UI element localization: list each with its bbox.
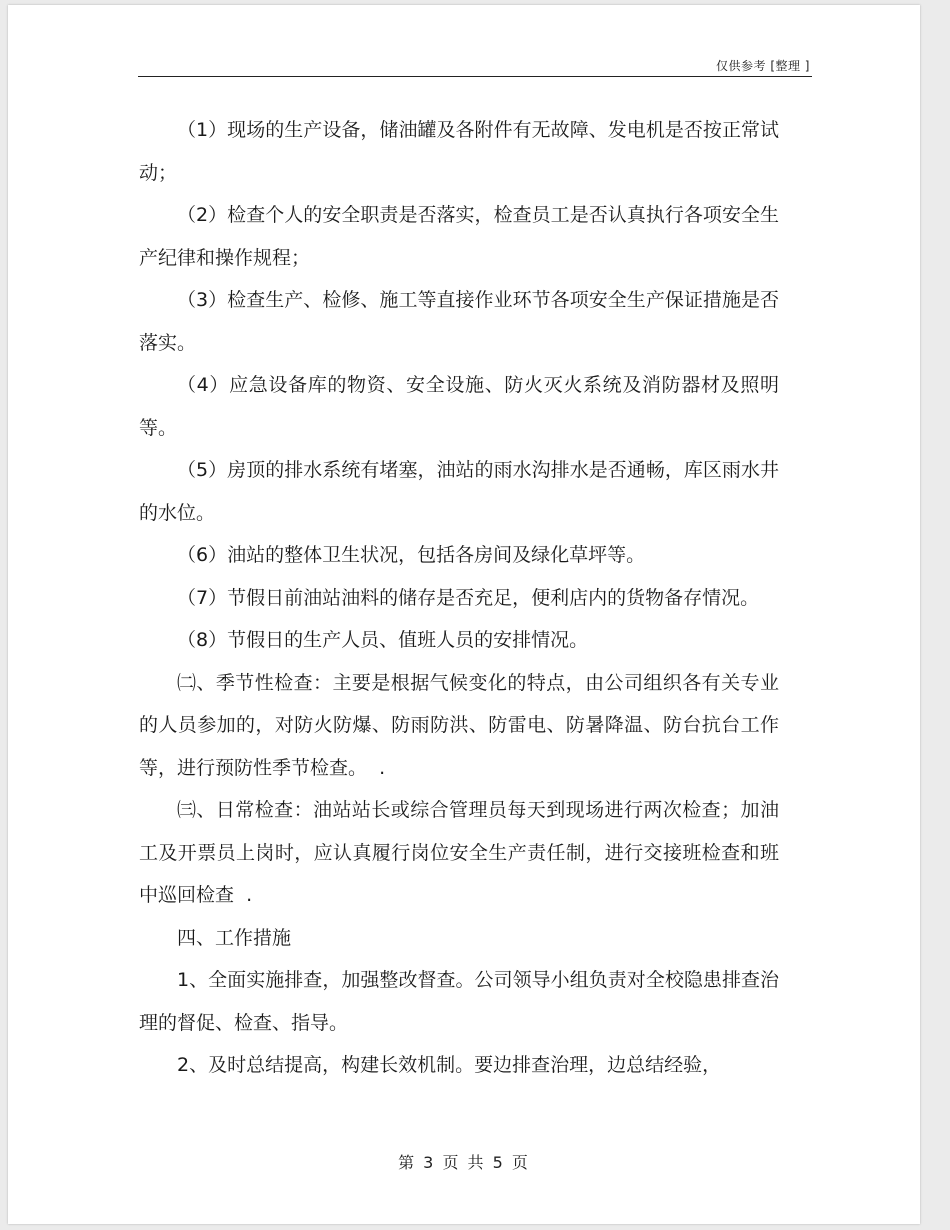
section-heading-work-measures: 四、工作措施 [177, 926, 292, 949]
paragraph-1: （1）现场的生产设备，储油罐及各附件有无故障、发电机是否按正常试动； [139, 119, 779, 184]
paragraph-2: （2）检查个人的安全职责是否落实，检查员工是否认真执行各项安全生产纪律和操作规程； [139, 204, 779, 269]
paragraph-measure-1: 1、全面实施排查，加强整改督查。公司领导小组负责对全校隐患排查治理的督促、检查、指导。 [139, 969, 779, 1034]
page-number-footer: 第 3 页 共 5 页 [398, 1153, 530, 1172]
paragraph-5: （5）房顶的排水系统有堵塞，油站的雨水沟排水是否通畅，库区雨水井的水位。 [139, 459, 779, 524]
header-rule [138, 76, 812, 77]
paragraph-seasonal-check: ㈡、季节性检查：主要是根据气候变化的特点，由公司组织各有关专业的人员参加的，对防火防爆、防雨防洪、防雷电、防暑降温、防台抗台工作等，进行预防性季节检查。 . [139, 671, 779, 779]
paragraph-daily-check: ㈢、日常检查：油站站长或综合管理员每天到现场进行两次检查；加油工及开票员上岗时，应认真履行岗位安全生产责任制，进行交接班检查和班中巡回检查 . [139, 799, 779, 906]
paragraph-3: （3）检查生产、检修、施工等直接作业环节各项安全生产保证措施是否落实。 [139, 289, 779, 354]
paragraph-4: （4）应急设备库的物资、安全设施、防火灭火系统及消防器材及照明等。 [139, 374, 779, 439]
paragraph-6: （6）油站的整体卫生状况，包括各房间及绿化草坪等。 [177, 544, 646, 566]
header-note: 仅供参考 [整理 ] [716, 59, 810, 73]
document-body [139, 109, 779, 1087]
paragraph-8: （8）节假日的生产人员、值班人员的安排情况。 [177, 629, 589, 651]
paragraph-7: （7）节假日前油站油料的储存是否充足，便利店内的货物备存情况。 [177, 586, 760, 609]
document-page [8, 5, 920, 1224]
paragraph-measure-2: 2、及时总结提高，构建长效机制。要边排查治理，边总结经验， [177, 1054, 722, 1076]
